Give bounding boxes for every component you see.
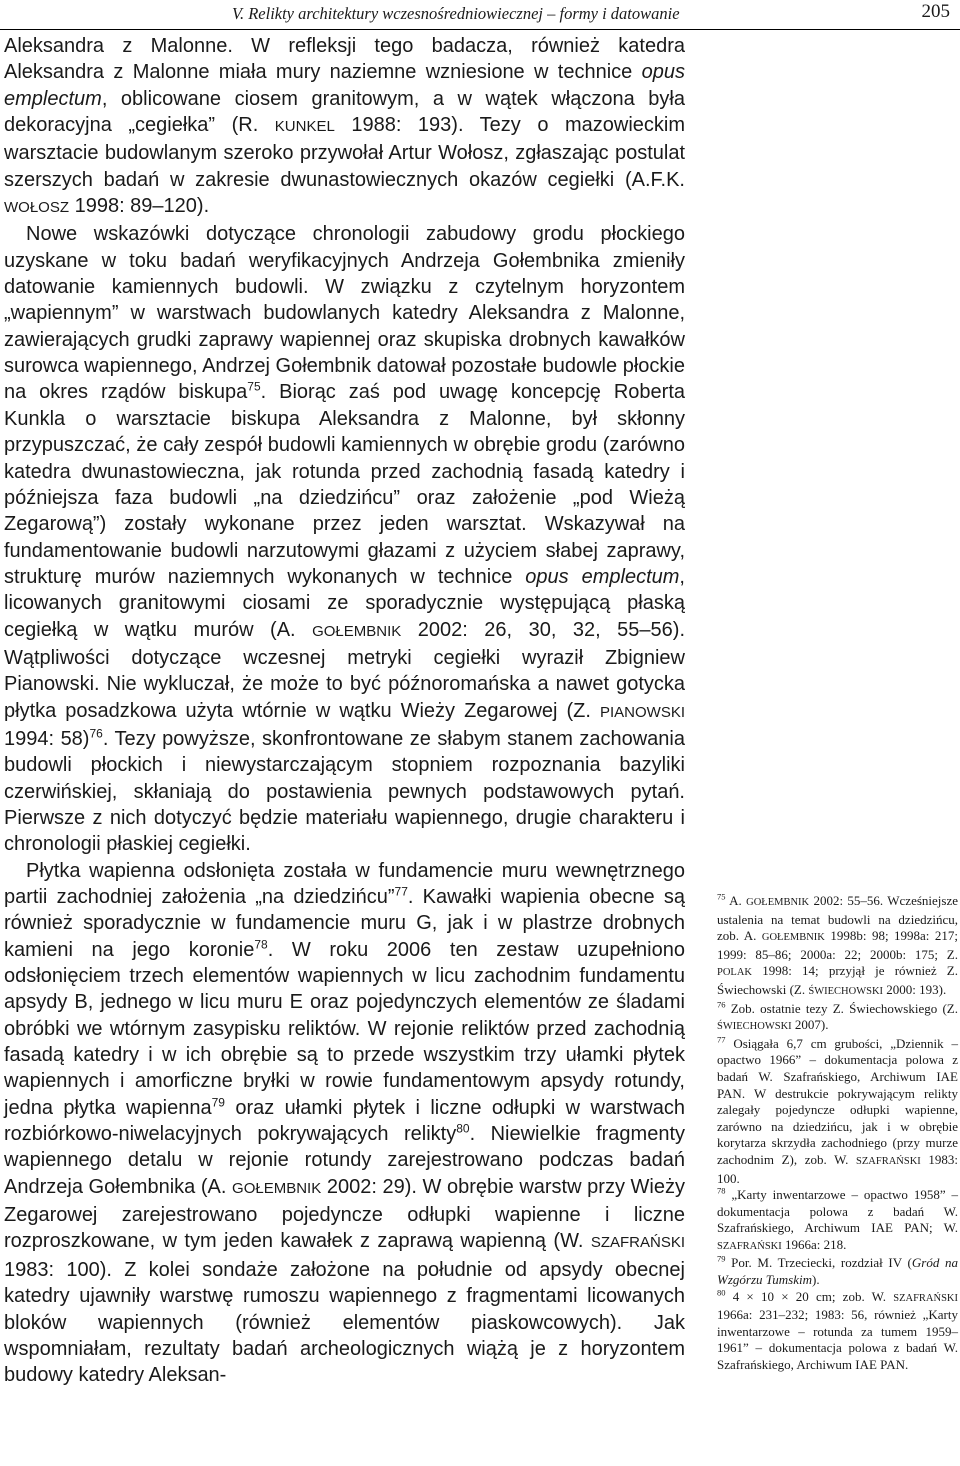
footnote: $^{76}$ Zob. ostatnie tezy Z. Świechowskiego (Z. ŚWIECHOWSKI 2007). bbox=[717, 999, 958, 1033]
page-number: 205 bbox=[921, 1, 950, 22]
main-text-column bbox=[4, 33, 685, 1389]
footnote: $^{78}$ „Karty inwentarzowe – opactwo 1958” – dokumentacja polowa z badań W. Szafrańskiego, Archiwum IAE PAN; W. SZAFRAŃSKI 1966a: 218. bbox=[717, 1185, 958, 1252]
body-paragraph: Aleksandra z Malonne. W refleksji tego badacza, również katedra Aleksandra z Malonne miała mury naziemne wzniesione w technice opus emplectum, oblicowane ciosem granitowym, a w wątek włączona była dekoracyjna „cegiełka” (R. KUNKEL 1988: 193). Tezy o mazowieckim warsztacie budowlanym szeroko przywołał Artur Wołosz, zgłaszając postulat szerszych badań w zakresie dwunastowiecznych okazów cegiełki (A.F.K. WOŁOSZ 1998: 89–120). bbox=[4, 35, 686, 218]
body-paragraph: Płytka wapienna odsłonięta została w fundamencie muru wewnętrznego partii zachodniej założenia „na dziedzińcu”$^{77}$. Kawałki wapienia obecne są również sporadycznie w fundamencie muru G, jak i w plastrze drobnych kamieni na jego koronie$^{78}$. W roku 2006 ten zestaw uzupełniono odsłonięciem trzech elementów wapiennych w licu zachodnim fundamentu apsydy B, jednego w licu muru E oraz pojedynczych elementów ze śladami obróbki we wtórnym zasypisku reliktów. W rejonie reliktów przed zachodnią fasadą katedry i w ich obrębie są to przede wszystkim trzy ułamki płytek wapiennych i amorficzne bryłki w rowie fundamentowym apsydy rotundy, jedna płytka wapienna$^{79}$ oraz ułamki płytek i liczne odłupki w warstwach rozbiórkowo-niwelacyjnych pokrywających relikty$^{80}$. Niewielkie fragmenty wapiennego detalu w rejonie rotundy zarejestrowano podczas badań Andrzeja Gołembnika (A. GOŁEMBNIK 2002: 29). W obrębie warstw przy Wieży Zegarowej zarejestrowano pojedyncze odłupki wapienne i liczne rozproszkowane, w tym jeden kawałek z zaprawą wapienną (W. SZAFRAŃSKI 1983: 100). Z kolei sondaże założone na południe od apsydy obecnej katedry ujawniły warstwę rumoszu wapiennego z fragmentami licowanych bloków wapiennych (również elementów piaskowcowych). Jak wspomniałam, rezultaty badań archeologicznych wiążą je z horyzontem budowy katedry Aleksan- bbox=[4, 859, 686, 1387]
footnotes-column bbox=[717, 893, 958, 1374]
footnote: $^{79}$ Por. M. Trzeciecki, rozdział IV (Gród na Wzgórzu Tumskim). bbox=[717, 1254, 958, 1288]
footnote: $^{75}$ A. GOŁEMBNIK 2002: 55–56. Wcześniejsze ustalenia na temat budowli na dziedzińcu, zob. A. GOŁEMBNIK 1998b: 98; 1998a: 217; 1999: 85–86; 2000a: 22; 2000b: 175; Z. POLAK 1998: 14; przyjął je również Z. Świechowski (Z. ŚWIECHOWSKI 2000: 193). bbox=[717, 891, 958, 997]
footnote: $^{80}$ 4 × 10 × 20 cm; zob. W. SZAFRAŃSKI 1966a: 231–232; 1983: 56, również „Karty inwentarzowe – rotunda za tumem 1959–1961” – dokumentacja polowa z badań W. Szafrańskiego, Archiwum IAE PAN. bbox=[717, 1287, 958, 1373]
running-header bbox=[0, 0, 960, 30]
running-header-title: V. Relikty architektury wczesnośredniowiecznej – formy i datowanie bbox=[232, 4, 680, 23]
header-rule bbox=[0, 29, 960, 30]
body-paragraph: Nowe wskazówki dotyczące chronologii zabudowy grodu płockiego uzyskane w toku badań weryfikacyjnych Andrzeja Gołembnika zmieniły datowanie kamiennych budowli. W związku z czytelnym horyzontem „wapiennym” w warstwach budowlanych katedry Aleksandra z Malonne, zawierających grudki zaprawy wapiennej oraz skupiska drobnych kawałków surowca wapiennego, Andrzej Gołembnik datował pozostałe budowle płockie na okres rządów biskupa$^{75}$. Biorąc zaś pod uwagę koncepcję Roberta Kunkla o warsztacie biskupa Aleksandra z Malonne, był skłonny przypuszczać, że cały zespół budowli kamiennych w obrębie grodu (zarówno katedra dwunastowieczna, jak rotunda przed zachodnią fasadą katedry i późniejsza faza budowli „na dziedzińcu” oraz założenie „pod Wieżą Zegarową”) zostały wykonane przez jeden warsztat. Wskazywał na fundamentowanie budowli narzutowymi głazami z użyciem słabej zaprawy, strukturę murów naziemnych wykonanych w technice opus emplectum, licowanych granitowymi ciosami ze sporadycznie występującą płaską cegiełką w wątku murów (A. GOŁEMBNIK 2002: 26, 30, 32, 55–56). Wątpliwości dotyczące wczesnej metryki cegiełki wyraził Zbigniew Pianowski. Nie wykluczał, że może to być późnoromańska a nawet gotycka płytka posadzkowa użyta wtórnie w wątku Wieży Zegarowej (Z. PIANOWSKI 1994: 58)$^{76}$. Tezy powyższe, skonfrontowane ze słabym stanem zachowania budowli płockich i niewystarczającym stopniem rozpoznania bazyliki czerwińskiej, skłaniają do postawienia pewnych podstawowych pytań. Pierwsze z nich dotyczyć będzie materiału wapiennego, drugie charakteru i chronologii płaskiej cegiełki. bbox=[4, 223, 685, 856]
footnote: $^{77}$ Osiągała 6,7 cm grubości, „Dziennik – opactwo 1966” – dokumentacja polowa z badań W. Szafrańskiego, Archiwum IAE PAN. W destrukcie pokrywającym relikty zalegały pojedyncze odłupki wapienne, zarówno na dziedzińcu, jak i w obrębie korytarza skrzydła zachodniego (przy murze zachodnim Z), zob. W. SZAFRAŃSKI 1983: 100. bbox=[717, 1034, 958, 1186]
